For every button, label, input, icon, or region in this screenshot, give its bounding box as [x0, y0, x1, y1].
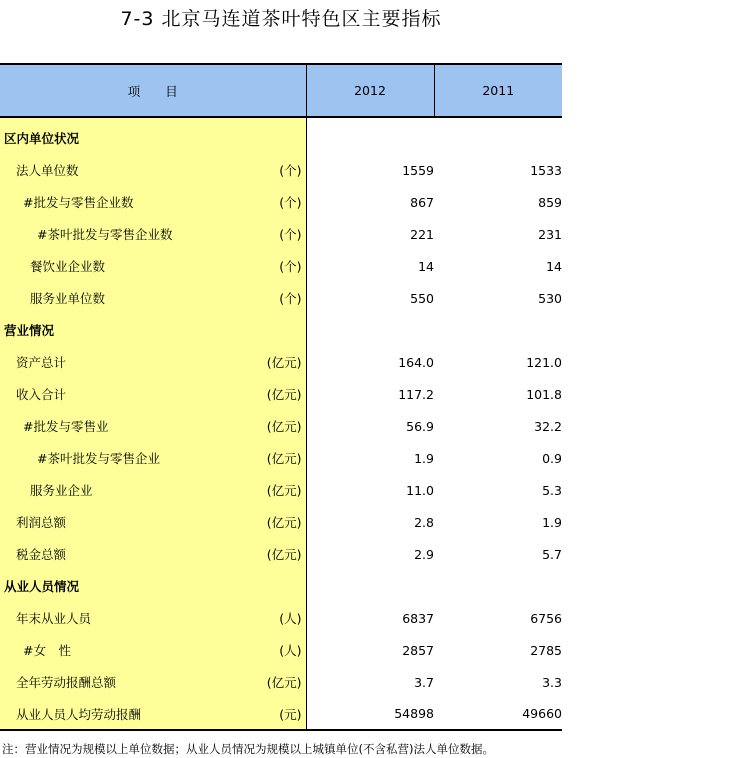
row-item-cell — [0, 186, 306, 218]
value-2011-cell — [434, 122, 562, 154]
row-item-cell — [0, 314, 306, 346]
row-unit: (个) — [279, 195, 302, 210]
row-unit: (亿元) — [266, 451, 302, 466]
row-item-cell — [0, 570, 306, 602]
value-2011-cell: 49660 — [434, 698, 562, 730]
table-row — [0, 602, 562, 634]
row-item-cell — [0, 506, 306, 538]
table-row — [0, 666, 562, 698]
section-header-row — [0, 570, 562, 602]
section-header-row — [0, 122, 562, 154]
value-2012-cell: 117.2 — [398, 386, 434, 402]
row-item-cell — [0, 346, 306, 378]
value-2011-cell: 530 — [538, 290, 562, 306]
table-row — [0, 506, 562, 538]
row-label: 从业人员人均劳动报酬 — [16, 706, 142, 722]
row-label: 收入合计 — [16, 387, 67, 402]
row-label: 营业情况 — [4, 323, 55, 338]
value-2012-cell: 6837 — [402, 610, 434, 626]
value-2012-cell: 2857 — [402, 642, 434, 658]
value-2012-cell — [306, 122, 434, 154]
row-unit: (亿元) — [266, 515, 302, 530]
row-unit: (亿元) — [266, 675, 302, 690]
row-item-cell — [0, 538, 306, 570]
table-row — [0, 474, 562, 506]
value-2012-cell: 550 — [410, 290, 434, 306]
value-2012-cell: 56.9 — [406, 418, 434, 434]
column-header-item: 项 目 — [0, 64, 306, 117]
value-2011-cell: 3.3 — [542, 674, 562, 690]
value-2011-cell — [434, 570, 562, 602]
row-label: #女 性 — [23, 643, 71, 658]
row-item-cell — [0, 602, 306, 634]
table-header-row — [0, 64, 562, 117]
value-2012-cell: 221 — [410, 226, 434, 242]
row-item-cell — [0, 442, 306, 474]
table-row — [0, 250, 562, 282]
row-unit: (人) — [279, 611, 302, 626]
row-unit: (亿元) — [266, 547, 302, 562]
column-header-2011: 2011 — [434, 64, 562, 117]
row-label: 餐饮业企业数 — [30, 259, 106, 274]
value-2011-cell: 0.9 — [542, 450, 562, 466]
table-row — [0, 698, 562, 730]
row-unit: (个) — [279, 227, 302, 242]
page-title: 7-3 北京马连道茶叶特色区主要指标 — [120, 8, 442, 30]
value-2011-cell: 121.0 — [526, 354, 562, 370]
value-2012-cell: 54898 — [306, 698, 434, 730]
value-2011-cell: 14 — [546, 258, 562, 274]
row-label: 税金总额 — [16, 547, 67, 562]
value-2011-cell: 1533 — [530, 162, 562, 178]
row-unit: (个) — [279, 259, 302, 274]
value-2012-cell — [306, 314, 434, 346]
table-row — [0, 346, 562, 378]
row-item-cell — [0, 218, 306, 250]
value-2012-cell: 3.7 — [414, 674, 434, 690]
value-2011-cell: 6756 — [530, 610, 562, 626]
table-row — [0, 218, 562, 250]
table-row — [0, 634, 562, 666]
row-item-cell — [0, 378, 306, 410]
table-row — [0, 442, 562, 474]
row-unit: (个) — [279, 291, 302, 306]
row-label: 资产总计 — [16, 355, 67, 370]
row-label: #茶叶批发与零售企业 — [37, 451, 160, 466]
row-unit: (个) — [279, 163, 302, 178]
section-header-row — [0, 314, 562, 346]
table-row — [0, 154, 562, 186]
value-2011-cell: 859 — [538, 194, 562, 210]
value-2011-cell — [434, 314, 562, 346]
row-item-cell — [0, 250, 306, 282]
value-2011-cell: 1.9 — [542, 514, 562, 530]
value-2012-cell: 1559 — [402, 162, 434, 178]
row-label: #茶叶批发与零售企业数 — [37, 227, 173, 242]
footnote: 注：营业情况为规模以上单位数据；从业人员情况为规模以上城镇单位(不含私营)法人单位数据。 — [2, 742, 494, 756]
value-2011-cell: 5.3 — [542, 482, 562, 498]
value-2012-cell: 164.0 — [398, 354, 434, 370]
column-header-2012: 2012 — [306, 64, 434, 117]
value-2011-cell: 2785 — [530, 642, 562, 658]
row-label: 全年劳动报酬总额 — [16, 675, 117, 690]
row-unit: (亿元) — [266, 387, 302, 402]
value-2012-cell: 1.9 — [414, 450, 434, 466]
table-row — [0, 282, 562, 314]
row-unit: (元) — [279, 706, 302, 722]
row-unit: (亿元) — [266, 355, 302, 370]
row-label: 区内单位状况 — [4, 131, 80, 146]
row-item-cell — [0, 282, 306, 314]
value-2011-cell: 101.8 — [526, 386, 562, 402]
row-item-cell — [0, 634, 306, 666]
value-2012-cell: 867 — [410, 194, 434, 210]
row-label: 服务业单位数 — [30, 291, 106, 306]
table-body — [0, 117, 562, 730]
table-row — [0, 186, 562, 218]
row-label: 年末从业人员 — [16, 611, 92, 626]
value-2012-cell: 14 — [418, 258, 434, 274]
row-item-cell — [0, 410, 306, 442]
table-row — [0, 538, 562, 570]
value-2012-cell: 2.8 — [414, 514, 434, 530]
value-2012-cell: 11.0 — [406, 482, 434, 498]
row-label: 法人单位数 — [16, 163, 79, 178]
row-unit: (亿元) — [266, 483, 302, 498]
row-label: #批发与零售业 — [23, 419, 109, 434]
indicator-table — [0, 63, 562, 731]
row-item-cell — [0, 474, 306, 506]
row-label: #批发与零售企业数 — [23, 195, 134, 210]
row-label: 服务业企业 — [30, 483, 93, 498]
row-item-cell — [0, 154, 306, 186]
row-label: 从业人员情况 — [4, 579, 80, 594]
row-item-cell — [0, 698, 306, 730]
row-unit: (人) — [279, 643, 302, 658]
row-item-cell — [0, 122, 306, 154]
table-row — [0, 410, 562, 442]
row-label: 利润总额 — [16, 515, 67, 530]
value-2011-cell: 5.7 — [542, 546, 562, 562]
value-2012-cell: 2.9 — [414, 546, 434, 562]
table-row — [0, 378, 562, 410]
value-2012-cell — [306, 570, 434, 602]
value-2011-cell: 32.2 — [534, 418, 562, 434]
value-2011-cell: 231 — [538, 226, 562, 242]
row-item-cell — [0, 666, 306, 698]
row-unit: (亿元) — [266, 419, 302, 434]
